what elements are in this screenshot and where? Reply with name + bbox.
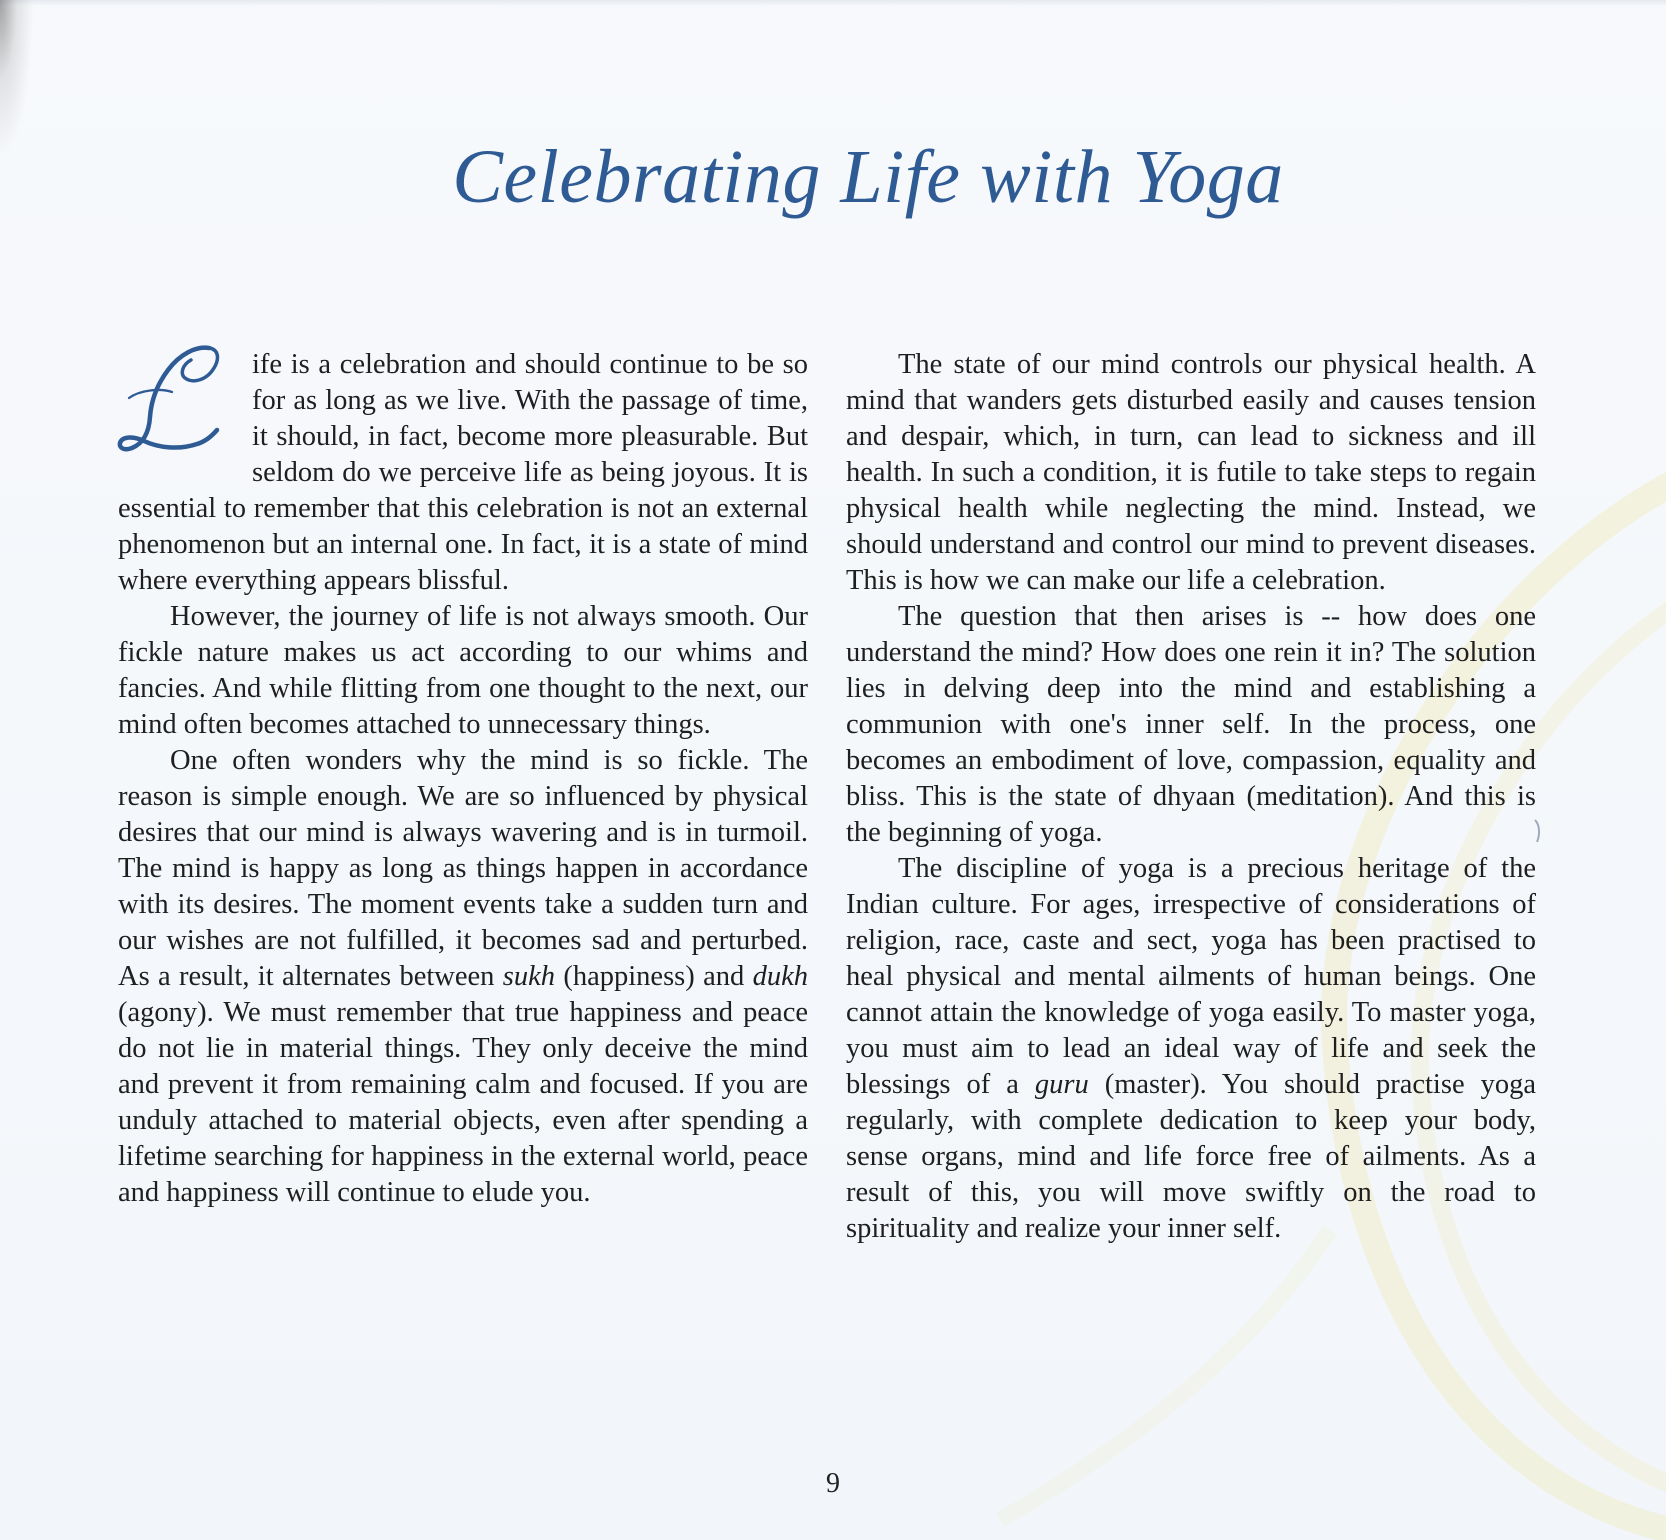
left-paragraph-2: However, the journey of life is not always smooth. Our fickle nature makes us act according to our whims and fancies. And while flitting from one thought to the next, our mind often becomes attached to unnecessary things. (118, 601, 808, 740)
dropcap-space (118, 345, 252, 485)
left-paragraph-1 (118, 347, 808, 599)
right-text-column (846, 347, 1536, 1247)
term-sukh: sukh (502, 961, 556, 992)
left-paragraph-3-text-c: (agony). We must remember that true happiness and peace do not lie in material things. They only deceive the mind and prevent it from remaining calm and focused. If you are unduly attached to material objects, even after spending a lifetime searching for happiness in the external world, peace and happiness will continue to elude you. (118, 997, 808, 1208)
left-paragraph-3 (118, 743, 808, 1211)
page-title: Celebrating Life with Yoga (452, 135, 1284, 219)
right-paragraph-1: The state of our mind controls our physical health. A mind that wanders gets disturbed easily and causes tension and despair, which, in turn, can lead to sickness and ill health. In such a condition, it is futile to take steps to regain physical health while neglecting the mind. Instead, we should understand and control our mind to prevent diseases. This is how we can make our life a celebration. (846, 349, 1536, 596)
right-paragraph-3-text-a: The discipline of yoga is a precious heritage of the Indian culture. For ages, irrespective of considerations of religion, race, caste and sect, yoga has been practised to heal physical and mental ailments of human beings. One cannot attain the knowledge of yoga easily. To master yoga, you must aim to lead an ideal way of life and seek the blessings of a (846, 853, 1536, 1100)
term-guru: guru (1034, 1069, 1089, 1100)
page-top-edge (0, 0, 1666, 6)
left-paragraph-3-text-a: One often wonders why the mind is so fickle. The reason is simple enough. We are so influenced by physical desires that our mind is always wavering and is in turmoil. The mind is happy as long as things happen in accordance with its desires. The moment events take a sudden turn and our wishes are not fulfilled, it becomes sad and perturbed. As a result, it alternates between (118, 745, 808, 992)
right-paragraph-3 (846, 851, 1536, 1247)
left-text-column (118, 347, 808, 1211)
right-paragraph-2: The question that then arises is -- how does one understand the mind? How does one rein it in? The solution lies in delving deep into the mind and establishing a communion with one's inner self. In the process, one becomes an embodiment of love, compassion, equality and bliss. This is the state of dhyaan (meditation). And this is the beginning of yoga. (846, 601, 1536, 848)
page-number: 9 (826, 1468, 840, 1499)
left-paragraph-1-text: ife is a celebration and should continue to be so for as long as we live. With the passage of time, it should, in fact, become more pleasurable. But seldom do we perceive life as being joyous. It is essential to remember that this celebration is not an external phenomenon but an internal one. In fact, it is a state of mind where everything appears blissful. (118, 349, 808, 596)
right-paragraph-3-text-b: (master). You should practise yoga regularly, with complete dedication to keep your body, sense organs, mind and life force free of ailments. As a result of this, you will move swiftly on the road to spirituality and realize your inner self. (846, 1069, 1536, 1244)
term-dukh: dukh (752, 961, 808, 992)
left-paragraph-3-text-b: (happiness) and (555, 961, 753, 992)
page-corner-shadow (0, 0, 34, 160)
